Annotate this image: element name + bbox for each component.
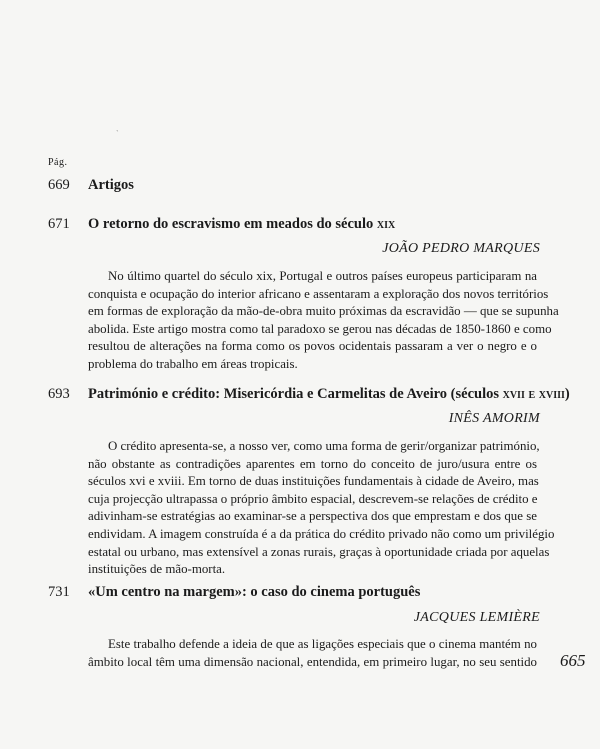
section-page-number: 669 xyxy=(48,177,70,193)
article-abstract xyxy=(88,438,555,579)
abstract-line: endividam. A imagem construída é a da prática do crédito privado não como um privilégio xyxy=(88,526,555,541)
article-title-century: xix xyxy=(376,216,396,232)
abstract-line: séculos xvi e xviii. Em torno de duas instituições fundamentais à cidade de Aveiro, mas xyxy=(88,474,539,489)
article-author: JOÃO PEDRO MARQUES xyxy=(382,241,540,256)
article-author: INÊS AMORIM xyxy=(448,411,540,426)
abstract-line: resultou de alterações na forma como os povos ocidentais passaram a ver o negro e o xyxy=(88,339,537,354)
abstract-line: conquista e ocupação do interior africano e assentaram a exploração dos novos territórios xyxy=(88,286,549,301)
page-folio-number: 665 xyxy=(560,651,586,670)
article-title-century: xvii e xviii xyxy=(502,386,565,402)
page-column-label: Pág. xyxy=(48,157,68,168)
abstract-line: instituições de mão-morta. xyxy=(88,562,226,577)
stray-mark: ` xyxy=(116,129,119,138)
article-title-text: Património e crédito: Misericórdia e Carmelitas de Aveiro (séculos xyxy=(88,386,503,402)
abstract-line: No último quartel do século xix, Portugal e outros países europeus participaram na xyxy=(108,269,537,283)
abstract-line: âmbito local têm uma dimensão nacional, entendida, em primeiro lugar, no seu sentido xyxy=(88,654,537,669)
article-author: JACQUES LEMIÈRE xyxy=(413,610,540,625)
article-title xyxy=(88,386,570,403)
article-abstract xyxy=(88,636,537,671)
abstract-line: adivinham-se estratégias ao examinar-se a perspectiva dos que emprestam e dos que se xyxy=(88,509,537,524)
article-page-number: 693 xyxy=(48,386,70,402)
article-title xyxy=(88,216,395,233)
abstract-line: Este trabalho defende a ideia de que as ligações especiais que o cinema mantém no xyxy=(108,637,537,651)
abstract-line: abolida. Este artigo mostra como tal paradoxo se gerou nas décadas de 1850-1860 e como xyxy=(88,321,552,336)
section-title: Artigos xyxy=(88,177,134,193)
article-title-tail: ) xyxy=(564,386,570,402)
article-title-text: O retorno do escravismo em meados do século xyxy=(88,216,377,232)
article-page-number: 731 xyxy=(48,584,70,600)
article-abstract xyxy=(88,268,559,374)
article-page-number: 671 xyxy=(48,216,70,232)
abstract-line: problema do trabalho em áreas tropicais. xyxy=(88,356,298,371)
abstract-line: O crédito apresenta-se, a nosso ver, como uma forma de gerir/organizar património, xyxy=(108,439,540,453)
abstract-line: não obstante as contradições aparentes em torno do conceito de juro/usura entre os xyxy=(88,456,537,471)
abstract-line: em formas de exploração da mão-de-obra muito próximas da escravidão — que se supunha xyxy=(88,304,559,319)
abstract-line: estatal ou urbano, mas extensível a zonas rurais, graças à oportunidade criada por aquelas xyxy=(88,544,550,559)
article-title xyxy=(88,584,420,601)
article-title-text: «Um centro na margem»: o caso do cinema português xyxy=(88,584,421,600)
abstract-line: cuja projecção ultrapassa o próprio âmbito espacial, descrevem-se relações de crédito e xyxy=(88,491,538,506)
